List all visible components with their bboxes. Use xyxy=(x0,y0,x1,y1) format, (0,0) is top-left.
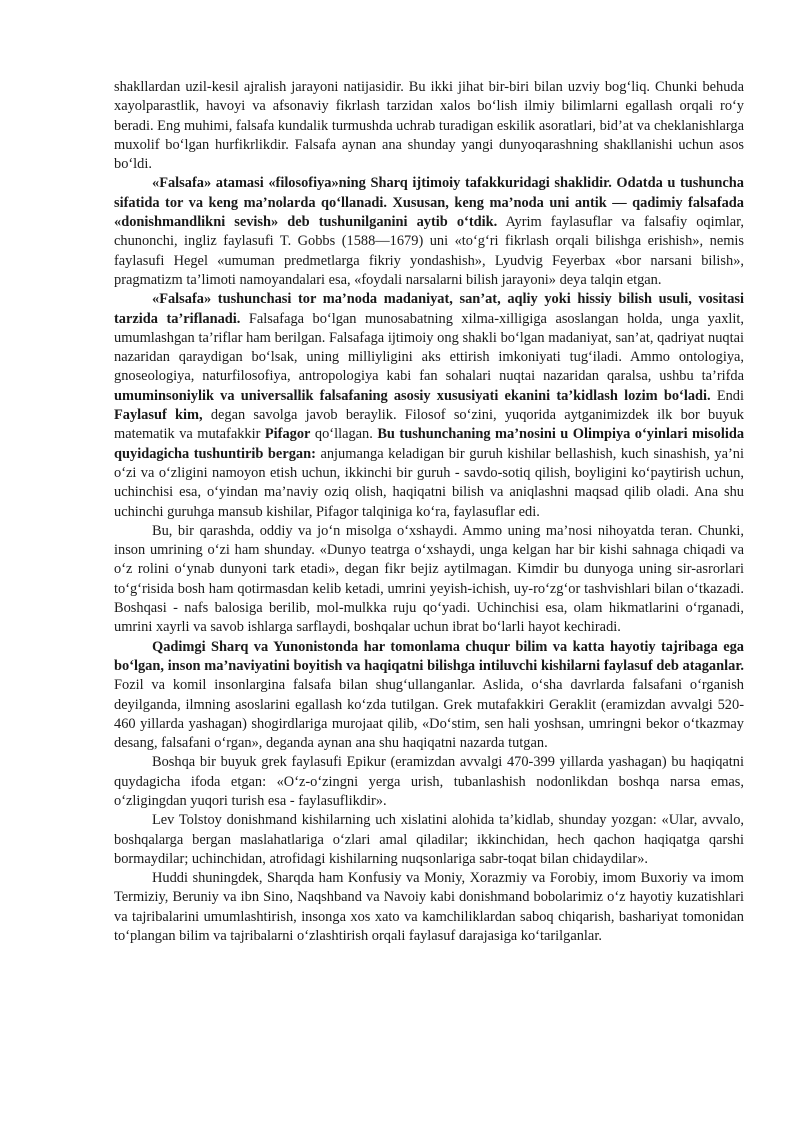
paragraph-text: Boshqa bir buyuk grek faylasufi Epikur (eramizdan avvalgi 470-399 yillarda yashagan) bu haqiqatni quydagicha ifoda etgan: «O‘z-o‘zingni yerga urish, tubanlashish nodonlikdan boshqa narsa emas, o‘zligingdan yuqori turish esa - faylasuflikdir». xyxy=(114,754,744,809)
paragraph-8 xyxy=(114,869,744,946)
bold-statement: «Falsafa» atamasi «filosofiya»ning Sharq ijtimoiy tafakkuridagi shaklidir. Odatda u tushuncha sifatida tor va keng ma’nolarda qo‘llanadi. Xususan, keng ma’noda uni antik — qadimiy falsafada «donishmandlikni sevish» deb tushunilganini aytib o‘tdik. xyxy=(114,175,744,231)
bold-statement: Bu tushunchaning ma’nosini u Olimpiya o‘yinlari misolida quyidagicha tushuntirib bergan: xyxy=(114,426,745,462)
paragraph-2 xyxy=(114,174,744,290)
paragraph-text: shakllardan uzil-kesil ajralish jarayoni natijasidir. Bu ikki jihat bir-biri bilan uzviy bog‘liq. Chunki behuda xayolparastlik, havoyi va afsonaviy fikrlash tarzidan xalos bo‘lish ilmiy bilimlarni egallash orqali ro‘y beradi. Eng muhimi, falsafa kundalik turmushda uchrab turadigan eskilik asoratlari, bid’at va cheklanishlarga muxolif bo‘lgan hurfikrlikdir. Falsafa aynan ana shunday yangi dunyoqarashning shakllanishi uchun asos bo‘ldi. xyxy=(114,79,744,173)
paragraph-6 xyxy=(114,753,744,811)
paragraph-text: Huddi shuningdek, Sharqda ham Konfusiy va Moniy, Xorazmiy va Forobiy, imom Buxoriy va imom Termiziy, Beruniy va ibn Sino, Naqshband va Navoiy kabi donishmand bobolarimiz o‘z hayotiy kuzatishlari va tajribalarini umumlashtirish, insonga xos xato va kamchiliklardan saboq chiqarish, bashariyat tomonidan to‘plangan bilim va tajribalarni o‘zlashtirish orqali faylasuf darajasiga ko‘tarilganlar. xyxy=(114,870,744,945)
paragraph-text: degan savolga javob beraylik. Filosof so‘zini, yuqorida aytganimizdek ilk bor buyuk matematik va mutafakkir xyxy=(114,407,744,443)
bold-name: Pifagor xyxy=(264,426,311,443)
paragraph-4 xyxy=(114,522,744,638)
paragraph-text: Endi xyxy=(710,387,745,404)
paragraph-text: Fozil va komil insonlargina falsafa bilan shug‘ullanganlar. Aslida, o‘sha davrlarda falsafani o‘rganish deyilganda, ilmning asoslarini egallash ko‘zda tutilgan. Grek mutafakkiri Geraklit (eramizdan avvalgi 520-460 yillarda yashagan) shogirdlariga murojaat qilib, «Do‘stim, sen hali yoshsan, umringni bekor o‘tkazmay desang, falsafani o‘rgan», deganda aynan ana shu haqiqatni nazarda tutgan. xyxy=(114,677,744,752)
bold-statement: «Falsafa» tushunchasi tor ma’noda madaniyat, san’at, aqliy yoki hissiy bilish usuli, vositasi tarzida ta’riflanadi. xyxy=(114,291,744,327)
paragraph-text: Bu, bir qarashda, oddiy va jo‘n misolga o‘xshaydi. Ammo uning ma’nosi nihoyatda teran. Chunki, inson umrining o‘zi ham shunday. «Dunyo teatrga o‘xshaydi, unga kelgan har bir kishi sahnaga chiqadi va o‘z rolini o‘ynab dunyoni tark etadi», degan fikr bejiz aytilmagan. Kimdir bu dunyoga uning sir-asrorlari to‘g‘risida bosh ham qotirmasdan kelib ketadi, umrini yeyish-ichish, uy-ro‘zg‘or tashvishlari bilan o‘tkazadi. Boshqasi - nafs balosiga berilib, mol-mulkka ruju qo‘yadi. Uchinchisi esa, olam hikmatlarini o‘rganadi, umrini xayrli va savob ishlarga sarflaydi, boshqalar uchun ibrat bo‘larli hayot kechiradi. xyxy=(114,522,744,636)
paragraph-text: Falsafaga bo‘lgan munosabatning xilma-xilligiga asoslangan holda, unga yaxlit, umumlashgan ta’riflar ham berilgan. Falsafaga ijtimoiy ong shakli bo‘lgan madaniyat, san’at, qadriyat nuqtai nazaridan qaraydigan bo‘lsak, uning milliyligini aks ettirish imkoniyati tug‘iladi. Ammo ontologiya, gnoseologiya, naturfilosofiya, antropologiya kabi fan sohalari nuqtai nazaridan qaralsa, ushbu ta’rifda xyxy=(114,310,744,385)
paragraph-text: Lev Tolstoy donishmand kishilarning uch xislatini alohida ta’kidlab, shunday yozgan: «Ular, avvalo, boshqalarga bergan maslahatlariga o‘zlari amal qiladilar; ikkinchidan, hech qachon haqiqatga qarshi bormaydilar; uchinchidan, atrofidagi kishilarning nuqsonlariga sabr-toqat bilan chidaydilar». xyxy=(114,812,744,867)
paragraph-7 xyxy=(114,811,744,869)
paragraph-1 xyxy=(114,78,744,174)
bold-term: Faylasuf kim, xyxy=(114,407,203,424)
paragraph-text: qo‘llagan. xyxy=(310,426,378,443)
paragraph-text: Ayrim faylasuflar va falsafiy oqimlar, chunonchi, ingliz faylasufi T. Gobbs (1588—1679) uni «to‘g‘ri fikrlash orqali bilishga erishish», nemis faylasufi Hegel «umuman predmetlarga fikriy yondashish», Lyudvig Feyerbax «bor narsani bilish», pragmatizm ta’limoti namoyandalari esa, «foydali narsalarni bilish jarayoni» deya talqin etgan. xyxy=(114,214,744,288)
paragraph-3 xyxy=(114,290,744,522)
bold-statement: Qadimgi Sharq va Yunonistonda har tomonlama chuqur bilim va katta hayotiy tajribaga ega bo‘lgan, inson ma’naviyatini boyitish va haqiqatni bilishga intiluvchi kishilarni faylasuf deb ataganlar. xyxy=(114,638,744,674)
paragraph-text: anjumanga keladigan bir guruh kishilar bellashish, kuch sinashish, ya’ni o‘zi va o‘zligini namoyon etish uchun, ikkinchi bir guruh - savdo-sotiq qilish, boyligini ko‘paytirish uchun, uchinchisi esa, o‘yindan ma’naviy oziq olish, haqiqatni bilish va aniqlashni maqsad qilib oladi. Ana shu uchinchi guruhga mansub kishilar, Pifagor talqiniga ko‘ra, faylasuflar edi. xyxy=(114,445,744,520)
paragraph-5 xyxy=(114,638,744,754)
bold-statement: umuminsoniylik va universallik falsafaning asosiy xususiyati ekanini ta’kidlash lozim bo‘ladi. xyxy=(114,387,711,404)
